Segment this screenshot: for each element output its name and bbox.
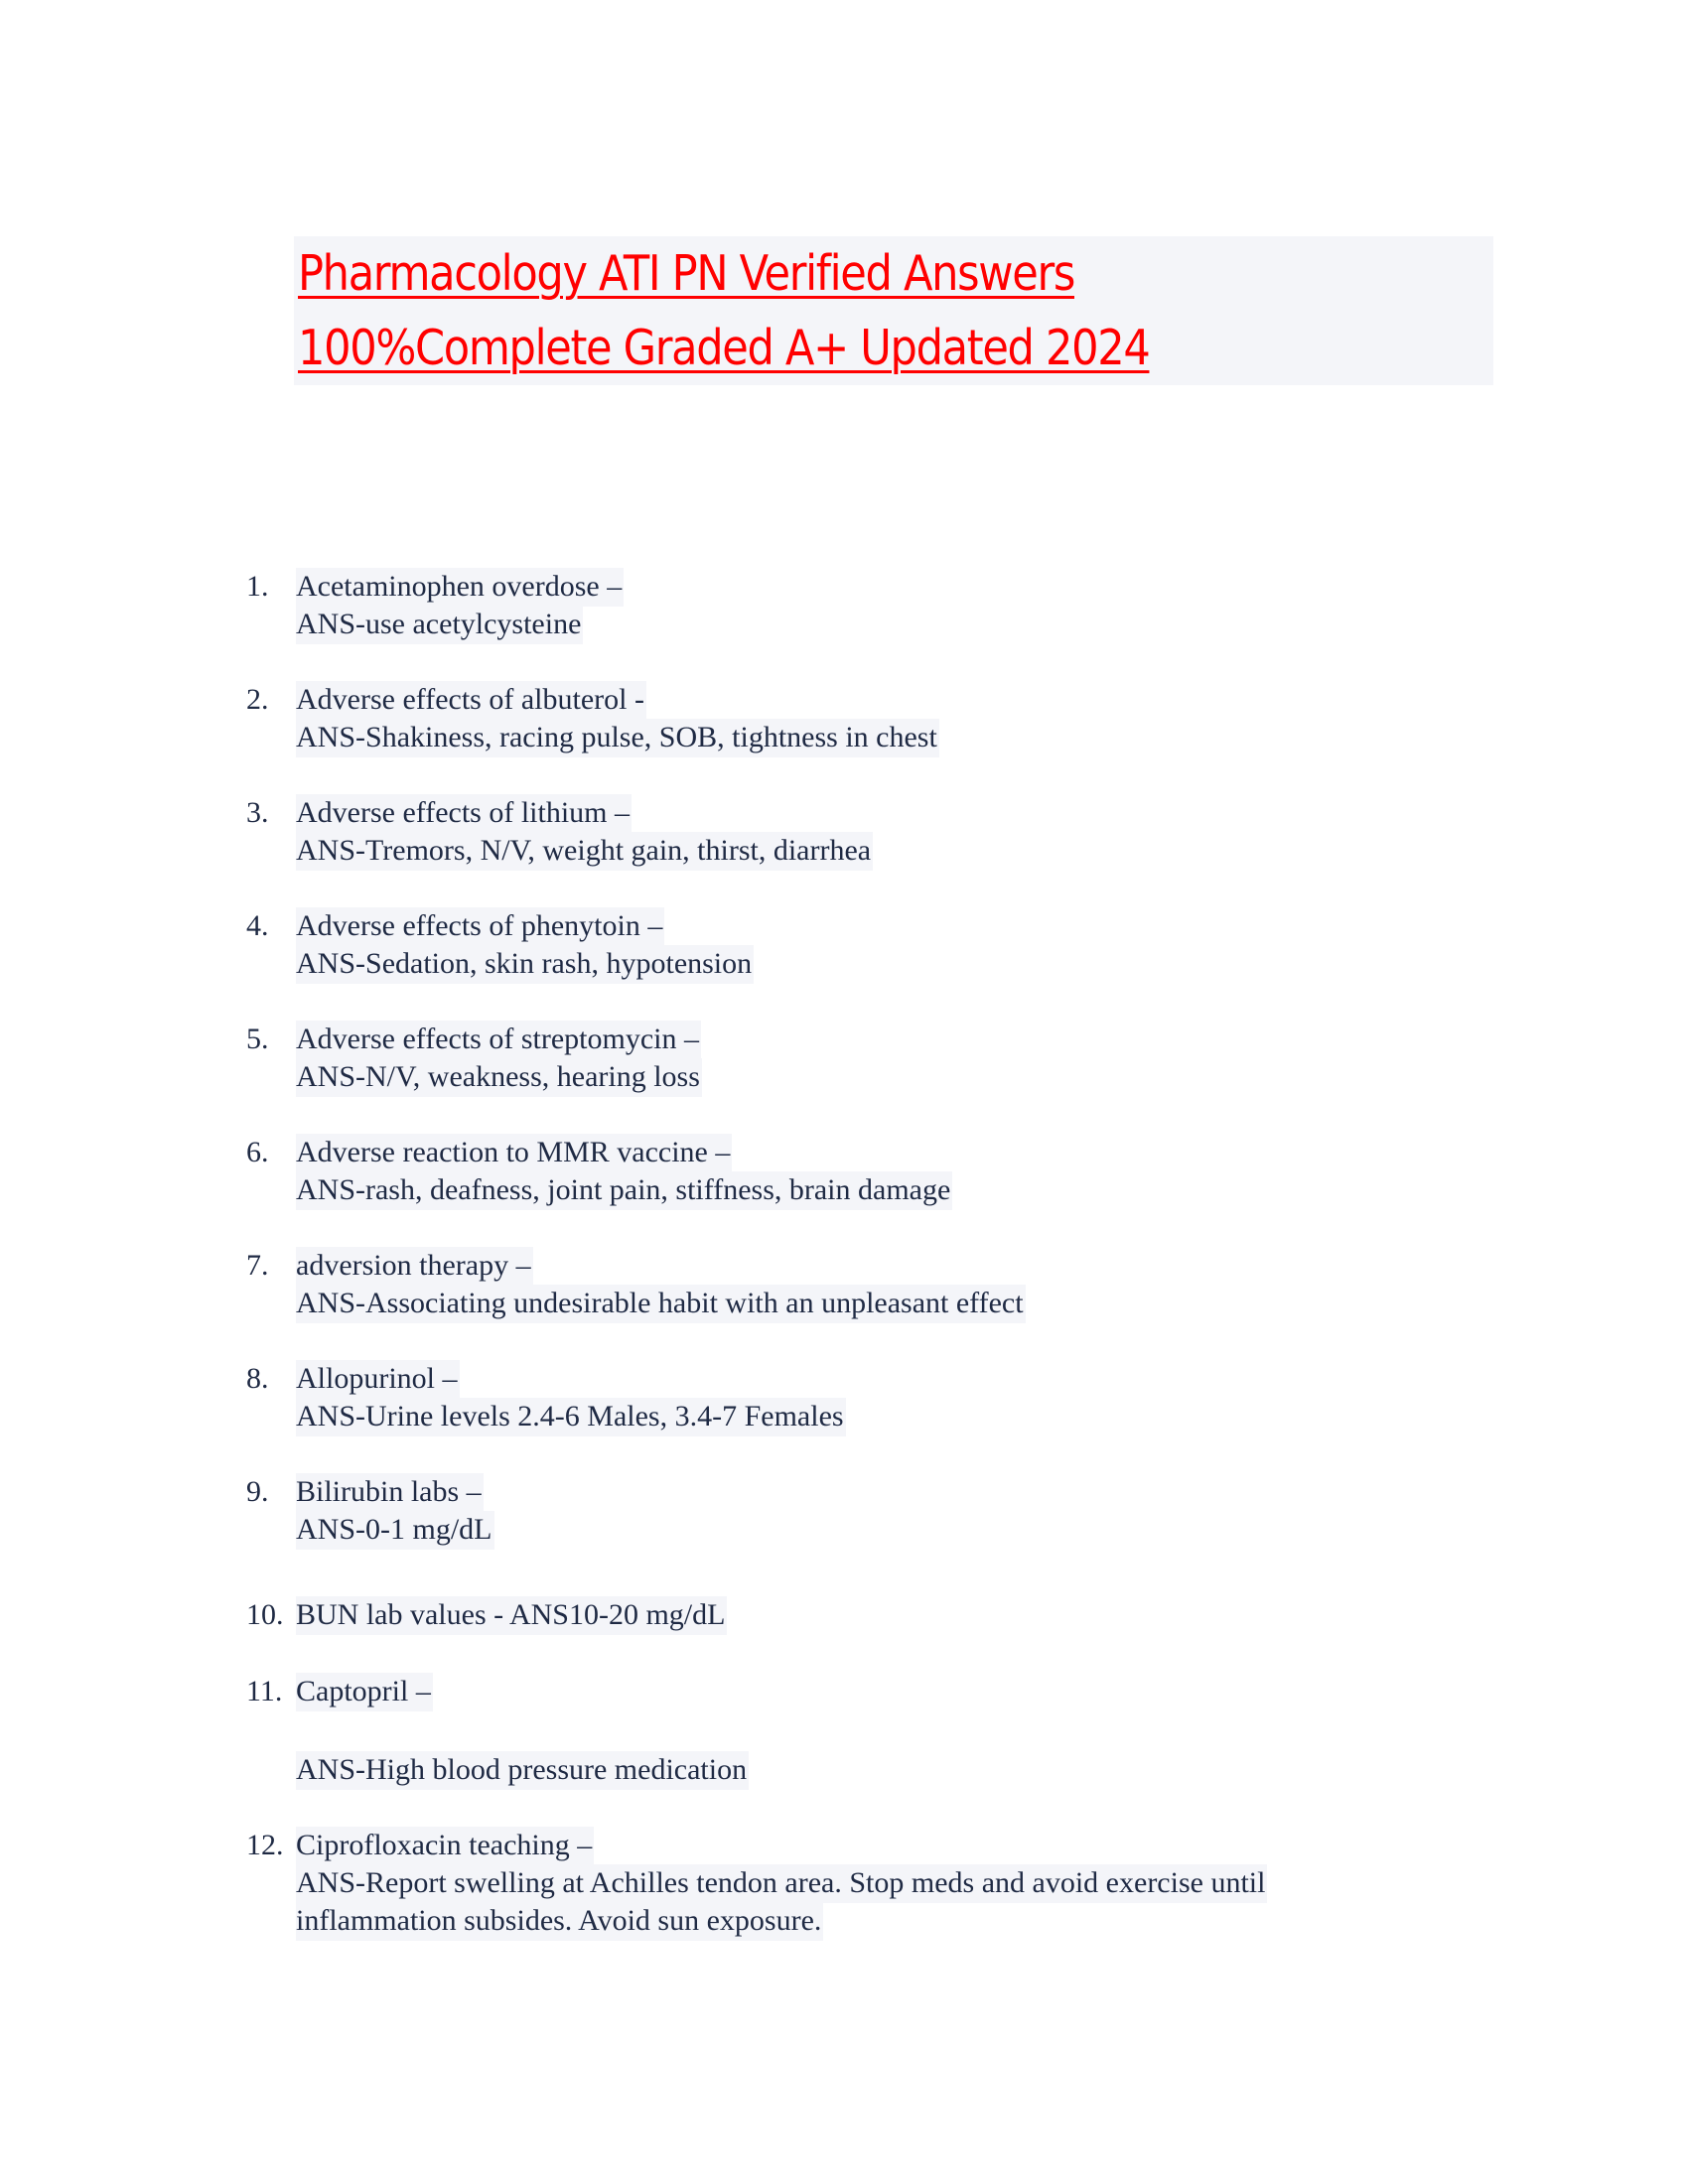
question-text: adversion therapy – [296,1247,533,1286]
answer-text: ANS-use acetylcysteine [296,606,583,644]
question-text: Bilirubin labs – [296,1473,484,1512]
item-number: 8. [246,1362,269,1395]
item-number: 7. [246,1249,269,1282]
answer-text: ANS-Tremors, N/V, weight gain, thirst, diarrhea [296,832,873,871]
question-text: Adverse effects of albuterol - [296,681,646,720]
question-text: Adverse effects of phenytoin – [296,907,664,946]
question-text: Adverse reaction to MMR vaccine – [296,1134,732,1172]
question-text: Captopril – [296,1673,433,1711]
title-line-1: Pharmacology ATI PN Verified Answers [298,245,1075,302]
item-number: 5. [246,1023,269,1055]
answer-text: ANS-Associating undesirable habit with an unpleasant effect [296,1285,1026,1323]
question-text: BUN lab values - ANS10-20 mg/dL [296,1596,727,1635]
answer-text: ANS-Urine levels 2.4-6 Males, 3.4-7 Females [296,1398,846,1436]
question-text: Ciprofloxacin teaching – [296,1827,594,1865]
answer-text: ANS-Report swelling at Achilles tendon area. Stop meds and avoid exercise until [296,1864,1267,1903]
item-number: 2. [246,683,269,716]
answer-text: ANS-0-1 mg/dL [296,1511,494,1550]
item-number: 6. [246,1136,269,1168]
question-text: Adverse effects of lithium – [296,794,632,833]
question-text: Allopurinol – [296,1360,460,1399]
item-number: 4. [246,909,269,942]
item-number: 9. [246,1475,269,1508]
title-line-2: 100%Complete Graded A+ Updated 2024 [298,320,1150,376]
item-number: 1. [246,570,269,603]
answer-text: ANS-High blood pressure medication [296,1751,749,1790]
question-text: Acetaminophen overdose – [296,568,624,607]
item-number: 3. [246,796,269,829]
item-number: 12. [246,1829,284,1861]
question-text: Adverse effects of streptomycin – [296,1021,701,1059]
answer-text-continued: inflammation subsides. Avoid sun exposure. [296,1902,823,1941]
answer-text: ANS-Sedation, skin rash, hypotension [296,945,754,984]
answer-text: ANS-Shakiness, racing pulse, SOB, tightness in chest [296,719,939,757]
item-number: 11. [246,1675,283,1707]
title-block [294,236,1493,385]
item-number: 10. [246,1598,284,1631]
answer-text: ANS-N/V, weakness, hearing loss [296,1058,702,1097]
answer-text: ANS-rash, deafness, joint pain, stiffness, brain damage [296,1171,952,1210]
